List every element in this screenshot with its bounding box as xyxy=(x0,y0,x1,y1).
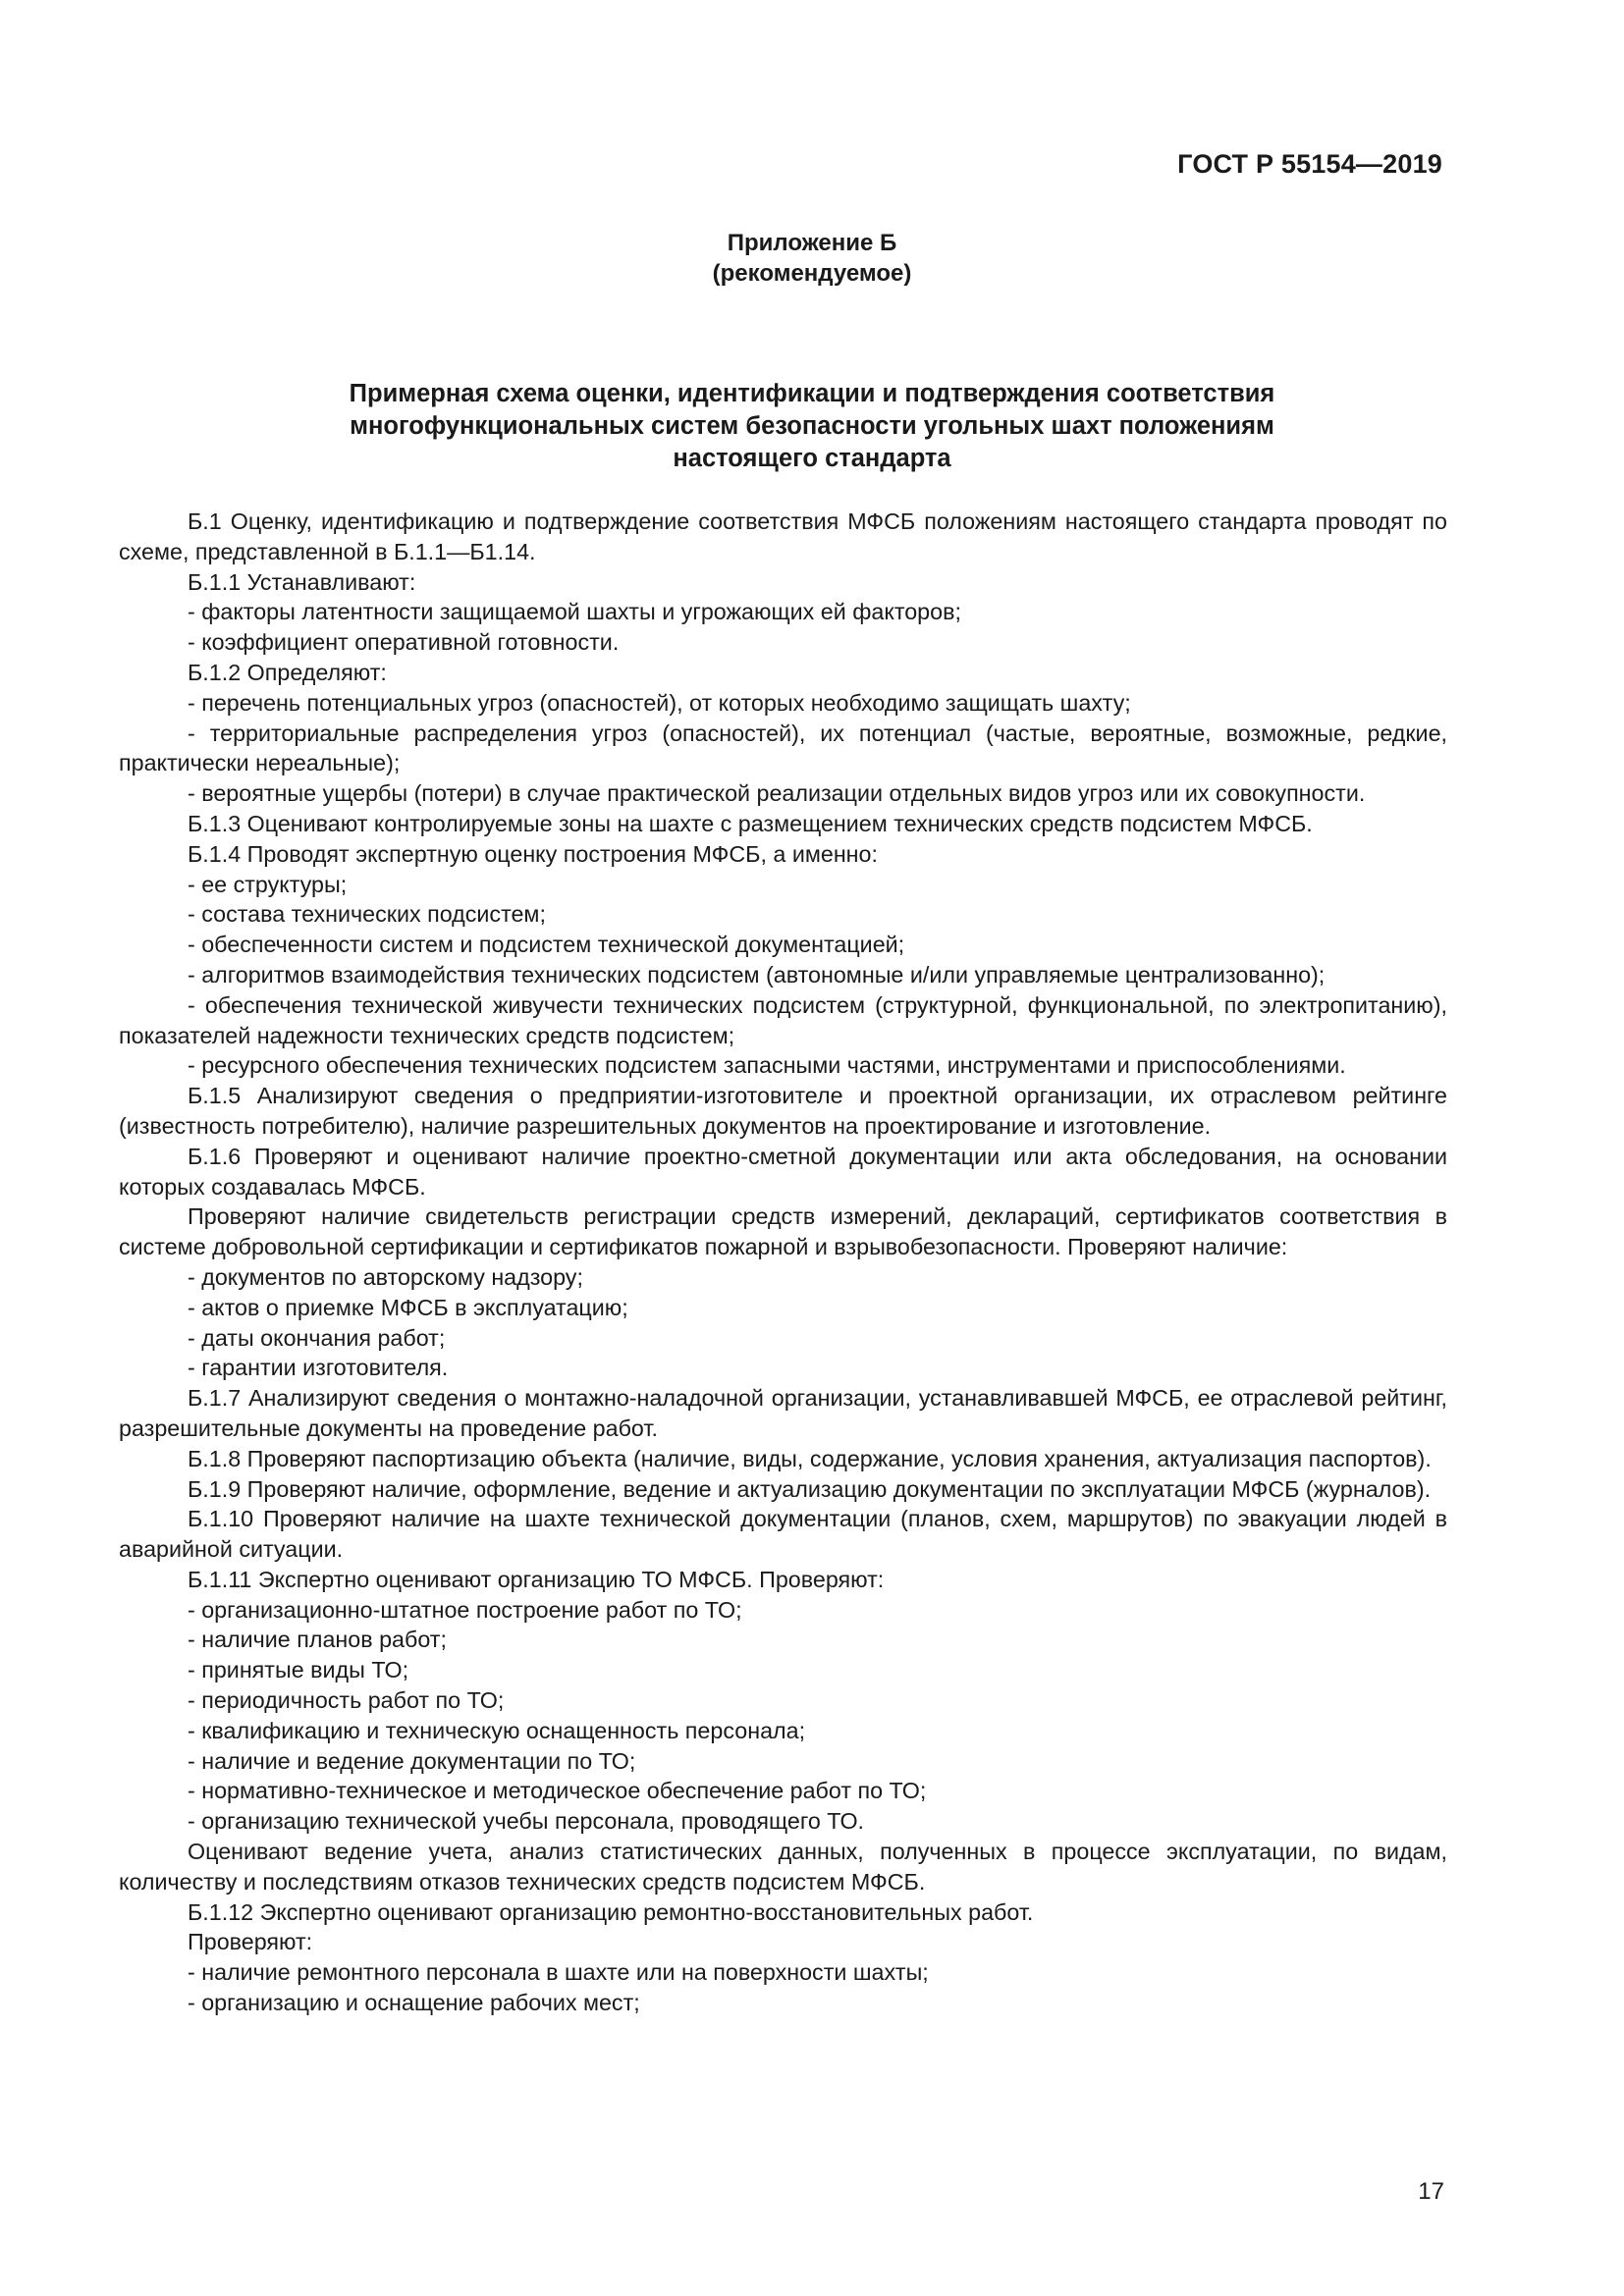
list-item: - территориальные распределения угроз (опасностей), их потенциал (частые, вероятные, возможные, редкие, практически нереальные); xyxy=(119,720,1447,776)
list-item: - квалификацию и техническую оснащенность персонала; xyxy=(188,1717,806,1743)
list-item: - обеспеченности систем и подсистем технической документацией; xyxy=(188,932,905,958)
standard-number: ГОСТ Р 55154—2019 xyxy=(1177,149,1442,179)
list-item: - наличие и ведение документации по ТО; xyxy=(188,1747,636,1774)
appendix-subtitle: (рекомендуемое) xyxy=(712,260,912,287)
list-item: - даты окончания работ; xyxy=(188,1324,446,1351)
paragraph: Б.1.4 Проводят экспертную оценку построения МФСБ, а именно: xyxy=(188,840,878,867)
paragraph: Б.1.6 Проверяют и оценивают наличие проектно-сметной документации или акта обследования, на основании которых создавалась МФСБ. xyxy=(119,1143,1447,1200)
list-item: - алгоритмов взаимодействия технических подсистем (автономные и/или управляемые централизованно); xyxy=(188,961,1326,988)
list-item: - ресурсного обеспечения технических подсистем запасными частями, инструментами и приспособлениями. xyxy=(188,1052,1346,1079)
list-item: - гарантии изготовителя. xyxy=(188,1355,449,1381)
list-item: - перечень потенциальных угроз (опасностей), от которых необходимо защищать шахту; xyxy=(188,689,1131,716)
list-item: - обеспечения технической живучести технических подсистем (структурной, функциональной, по электропитанию), показателей надежности технических средств подсистем; xyxy=(119,991,1447,1048)
paragraph: Б.1.12 Экспертно оценивают организацию ремонтно-восстановительных работ. xyxy=(188,1898,1034,1925)
list-item: - организацию технической учебы персонала, проводящего ТО. xyxy=(188,1808,865,1835)
list-item: - периодичность работ по ТО; xyxy=(188,1687,505,1714)
list-item: - ее структуры; xyxy=(188,871,348,897)
title-line-1: Примерная схема оценки, идентификации и подтверждения соответствия xyxy=(349,380,1275,407)
paragraph: Б.1.1 Устанавливают: xyxy=(188,568,416,595)
list-item: - коэффициент оперативной готовности. xyxy=(188,629,620,656)
list-item: - организационно-штатное построение работ по ТО; xyxy=(188,1596,742,1623)
list-item: - принятые виды ТО; xyxy=(188,1657,409,1683)
body-text xyxy=(119,507,1447,2018)
document-title xyxy=(0,378,1624,475)
title-line-2: многофункциональных систем безопасности угольных шахт положениям xyxy=(350,412,1274,440)
paragraph: Б.1.10 Проверяют наличие на шахте технической документации (планов, схем, маршрутов) по эвакуации людей в аварийной ситуации. xyxy=(119,1506,1447,1563)
appendix-heading xyxy=(0,228,1624,289)
list-item: - организацию и оснащение рабочих мест; xyxy=(188,1990,640,2016)
paragraph: Б.1.8 Проверяют паспортизацию объекта (наличие, виды, содержание, условия хранения, актуализация паспортов). xyxy=(188,1445,1432,1471)
list-item: - документов по авторскому надзору; xyxy=(188,1263,583,1290)
paragraph: Б.1.9 Проверяют наличие, оформление, ведение и актуализацию документации по эксплуатации МФСБ (журналов). xyxy=(188,1475,1432,1502)
title-line-3: настоящего стандарта xyxy=(673,445,951,472)
list-item: - вероятные ущербы (потери) в случае практической реализации отдельных видов угроз или их совокупности. xyxy=(188,780,1366,807)
paragraph: Проверяют: xyxy=(188,1929,313,1955)
paragraph: Б.1.11 Экспертно оценивают организацию ТО МФСБ. Проверяют: xyxy=(188,1566,885,1592)
paragraph: Б.1.2 Определяют: xyxy=(188,659,387,685)
list-item: - наличие ремонтного персонала в шахте или на поверхности шахты; xyxy=(188,1959,929,1986)
list-item: - нормативно-техническое и методическое обеспечение работ по ТО; xyxy=(188,1778,927,1804)
list-item: - состава технических подсистем; xyxy=(188,901,546,928)
appendix-title: Приложение Б xyxy=(727,230,897,256)
paragraph: Б.1.7 Анализируют сведения о монтажно-наладочной организации, устанавливавшей МФСБ, ее отраслевой рейтинг, разрешительные документы на проведение работ. xyxy=(119,1385,1447,1441)
list-item: - факторы латентности защищаемой шахты и угрожающих ей факторов; xyxy=(188,599,961,625)
paragraph: Б.1.5 Анализируют сведения о предприятии-изготовителе и проектной организации, их отраслевом рейтинге (известность потребителю), наличие разрешительных документов на проектирование и изготовление. xyxy=(119,1083,1447,1139)
paragraph: Б.1.3 Оценивают контролируемые зоны на шахте с размещением технических средств подсистем МФСБ. xyxy=(188,810,1313,836)
list-item: - актов о приемке МФСБ в эксплуатацию; xyxy=(188,1294,628,1320)
page-number: 17 xyxy=(1418,2178,1444,2205)
paragraph: Б.1 Оценку, идентификацию и подтверждение соответствия МФСБ положениям настоящего стандарта проводят по схеме, представленной в Б.1.1—Б1.14. xyxy=(119,508,1447,564)
paragraph: Оценивают ведение учета, анализ статистических данных, полученных в процессе эксплуатации, по видам, количеству и последствиям отказов технических средств подсистем МФСБ. xyxy=(119,1839,1447,1895)
paragraph: Проверяют наличие свидетельств регистрации средств измерений, деклараций, сертификатов соответствия в системе добровольной сертификации и сертификатов пожарной и взрывобезопасности. Проверяют наличие: xyxy=(119,1203,1447,1260)
list-item: - наличие планов работ; xyxy=(188,1627,447,1653)
